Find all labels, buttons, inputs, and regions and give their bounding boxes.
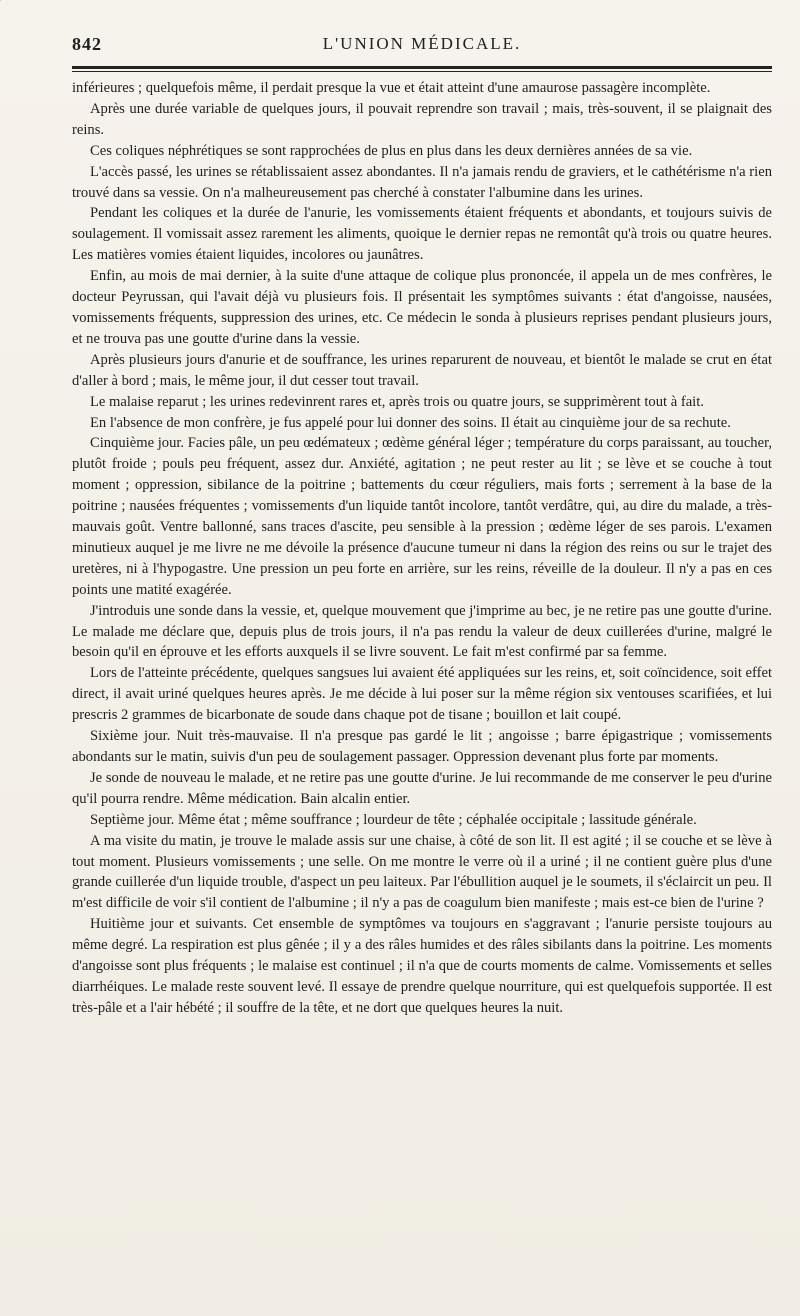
journal-title: L'UNION MÉDICALE.	[322, 34, 522, 53]
paragraph: L'accès passé, les urines se rétablissaient assez abondantes. Il n'a jamais rendu de graviers, et le cathétérisme n'a rien trouvé dans sa vessie. On n'a malheureusement pas cherché à constater l'albumine dans les urines.	[72, 163, 772, 201]
paragraph: Enfin, au mois de mai dernier, à la suite d'une attaque de colique plus prononcée, il appela un de mes confrères, le docteur Peyrussan, qui l'avait déjà vu plusieurs fois. Il présentait les symptômes suivants : état d'angoisse, nausées, vomissements fréquents, suppression des urines, etc. Ce médecin le sonda à plusieurs reprises pendant plusieurs jours, et ne trouva pas une goutte d'urine dans la vessie.	[72, 268, 772, 347]
paragraph: Après une durée variable de quelques jours, il pouvait reprendre son travail ; mais, très-souvent, il se plaignait des reins.	[72, 100, 772, 138]
paragraph: Pendant les coliques et la durée de l'anurie, les vomissements étaient fréquents et abondants, et toujours suivis de soulagement. Il vomissait assez rarement les aliments, quoique le dernier repas ne remontât qu'à trois ou quatre heures. Les matières vomies étaient liquides, incolores ou jaunâtres.	[72, 205, 772, 264]
page-header	[72, 20, 772, 58]
paragraph: A ma visite du matin, je trouve le malade assis sur une chaise, à côté de son lit. Il est agité ; il se couche et se lève à tout moment. Plusieurs vomissements ; une selle. On me montre le verre où il a uriné ; il ne contient guère plus d'une grande cuillerée d'un liquide trouble, d'aspect un peu laiteux. Par l'ébullition auquel je le soumets, il s'éclaircit un peu. Il m'est difficile de voir s'il contient de l'albumine ; il n'y a pas de coagulum bien manifeste ; mais est-ce bien de l'urine ?	[72, 832, 772, 912]
paragraph: Je sonde de nouveau le malade, et ne retire pas une goutte d'urine. Je lui recommande de me conserver le peu d'urine qu'il pourra rendre. Même médication. Bain alcalin entier.	[72, 769, 772, 807]
paragraph: Ces coliques néphrétiques se sont rapprochées de plus en plus dans les deux dernières années de sa vie.	[90, 142, 693, 159]
header-rule	[72, 66, 772, 72]
paragraph: Sixième jour. Nuit très-mauvaise. Il n'a presque pas gardé le lit ; angoisse ; barre épigastrique ; vomissements abondants sur le matin, suivis d'un peu de soulagement passager. Oppression devenant plus forte par moments.	[72, 728, 772, 765]
paragraph: Cinquième jour. Facies pâle, un peu œdémateux ; œdème général léger ; température du corps paraissant, au toucher, plutôt froide ; pouls peu fréquent, assez dur. Anxiété, agitation ; ne peut rester au lit ; se lève et se couche à tout moment ; oppression, sibilance de la poitrine ; battements du cœur réguliers, mais forts ; serrement à la base de la poitrine ; nausées fréquentes ; vomissements d'un liquide tantôt incolore, tantôt verdâtre, qui, au dire du malade, a très-mauvais goût. Ventre ballonné, sans traces d'ascite, peu sensible à la pression ; œdème léger de ses parois. L'examen minutieux auquel je me livre ne me dévoile la présence d'aucune tumeur ni dans la région des reins ou sur le trajet des uretères, ni à l'hypogastre. Une pression un peu forte en arrière, sur les reins, réveille de la douleur. Il n'y a pas en ces points une matité exagérée.	[72, 435, 772, 598]
paragraph: Septième jour. Même état ; même souffrance ; lourdeur de tête ; céphalée occipitale ; lassitude générale.	[90, 811, 697, 828]
paragraph: Huitième jour et suivants. Cet ensemble de symptômes va toujours en s'aggravant ; l'anurie persiste toujours au même degré. La respiration est plus gênée ; il y a des râles humides et des râles sibilants dans la poitrine. Les moments d'angoisse sont plus fréquents ; le malaise est continuel ; il n'a que de courts moments de calme. Vomissements et selles diarrhéiques. Le malade reste souvent levé. Il essaye de prendre quelque nourriture, qui est quelquefois supportée. Il est très-pâle et a l'air hébété ; il souffre de la tête, et ne dort que quelques heures la nuit.	[72, 916, 772, 1016]
paragraph: Après plusieurs jours d'anurie et de souffrance, les urines reparurent de nouveau, et bientôt le malade se crut en état d'aller à bord ; mais, le même jour, il dut cesser tout travail.	[72, 351, 772, 389]
page-corner-mark	[0, 0, 57, 31]
paragraph: Lors de l'atteinte précédente, quelques sangsues lui avaient été appliquées sur les reins, et, soit coïncidence, soit effet direct, il avait uriné quelques heures après. Je me décide à lui poser sur la même région six ventouses scarifiées, et lui prescris 2 grammes de bicarbonate de soude dans chaque pot de tisane ; bouillon et lait coupé.	[72, 665, 772, 724]
page-number: 842	[72, 34, 102, 54]
paragraph: inférieures ; quelquefois même, il perdait presque la vue et était atteint d'une amaurose passagère incomplète.	[72, 80, 711, 96]
paragraph: J'introduis une sonde dans la vessie, et, quelque mouvement que j'imprime au bec, je ne retire pas une goutte d'urine. Le malade me déclare que, depuis plus de trois jours, il n'a pas rendu la valeur de deux cuillerées d'urine, malgré le besoin qu'il en éprouve et les efforts auxquels il se livre souvent. Le fait m'est confirmé par sa femme.	[72, 602, 772, 661]
article-body	[72, 78, 772, 1019]
paragraph: Le malaise reparut ; les urines redevinrent rares et, après trois ou quatre jours, se supprimèrent tout à fait.	[90, 393, 704, 410]
paragraph: En l'absence de mon confrère, je fus appelé pour lui donner des soins. Il était au cinquième jour de sa rechute.	[90, 414, 731, 431]
